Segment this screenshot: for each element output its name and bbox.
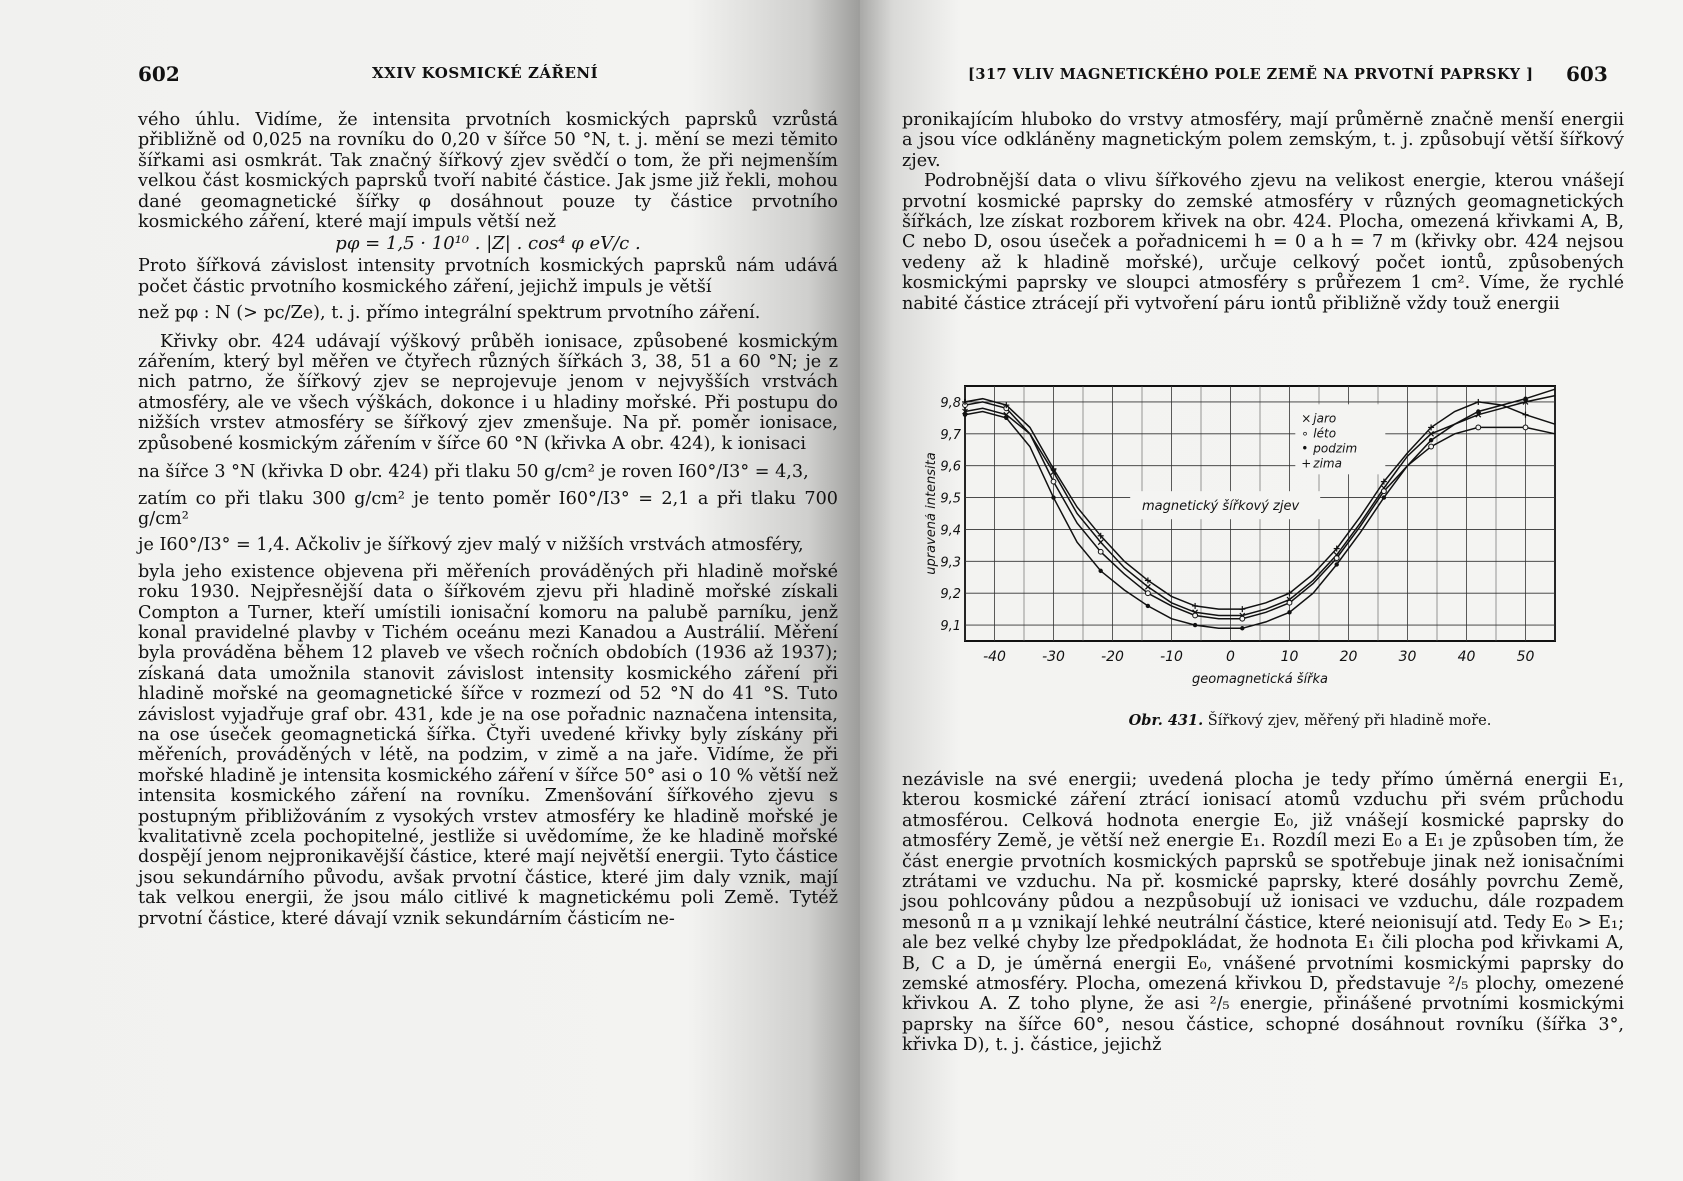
legend-label-léto: léto [1313, 426, 1337, 441]
y-tick-label: 9,8 [940, 395, 961, 411]
data-point-podzim [1193, 623, 1197, 627]
data-point-podzim [1382, 495, 1386, 499]
x-tick-label: -20 [1101, 649, 1124, 665]
formula-p-phi: pφ = 1,5 · 10¹⁰ . |Z| . cos⁴ φ eV/c . [335, 233, 641, 255]
x-tick-label: 20 [1339, 649, 1358, 665]
legend-marker-zima: + [1301, 456, 1312, 471]
data-point-léto [1334, 556, 1339, 561]
page-number-right: 603 [1566, 62, 1608, 86]
left-paragraph-4: byla jeho existence objevena při měřeních prováděných při hladině mořské roku 1930. Nejpřesnější data o šířkovém zjevu při hladině mořské získali Compton a Turner, kteří umístili ionisační komoru na palubě parníku, jenž konal pravidelné plavby v Tichém oceánu mezi Kanadou a Austrálií. Měření byla prováděna během 12 plaveb ve všech ročních obdobích (1936 až 1937); získaná data umožnila stanovit závislost intensity kosmického záření při hladině mořské na geomagnetické šířce v rozmezí od 52 °N do 41 °S. Tuto závislost vyjadřuje graf obr. 431, kde je na ose pořadnic naznačena intensita, na ose úseček geomagnetická šířka. Čtyři uvedené křivky byly získány při měřeních, prováděných v létě, na podzim, v zimě a na jaře. Vidíme, že při mořské hladině je intensita kosmického záření v šířce 50° asi o 10 % větší než intensita kosmického záření na rovníku. Zmenšování šířkového zjevu s postupným přibližováním z vysokých vrstev atmosféry ke hladině mořské je kvalitativně zcela pochopitelné, jestliže si uvědomíme, že ke hladině mořské dospějí jenom nejpronikavější částice, které mají největší energii. Tyto částice jsou sekundárního původu, avšak prvotní částice, které jim daly vznik, mají tak velkou energii, že jsou málo citlivé k magnetickému poli Země. Tytéž prvotní částice, které dávají vznik sekundárním částicím ne- [138, 561, 838, 929]
legend-label-zima: zima [1313, 456, 1342, 471]
data-point-podzim [1287, 610, 1291, 614]
legend-marker-léto: ∘ [1301, 426, 1309, 441]
y-axis-label: upravená intensita [925, 452, 939, 575]
right-paragraph-3: nezávisle na své energii; uvedená plocha je tedy přímo úměrná energii E₁, kterou kosmické záření ztrácí ionisací atomů vzduchu při svém průchodu atmosférou. Celková hodnota energie E₀, již vnášejí kosmické paprsky do atmosféry Země, je větší než energie E₁. Rozdíl mezi E₀ a E₁ je způsoben tím, že část energie prvotních kosmických paprsků se spotřebuje jinak než ionisačními ztrátami ve vzduchu. Na př. kosmické paprsky, které dosáhly povrchu Země, jsou pohlcovány půdou a nezpůsobují už ionisaci ve vzduchu, dále rozpadem mesonů π a μ vznikají lehké neutrální částice, které neionisují atd. Tedy E₀ > E₁; ale bez velké chyby lze předpokládat, že hodnota E₁ čili plocha pod křivkami A, B, C a D, je úměrná energii E₀, vnášené prvotními kosmickými paprsky do zemské atmosféry. Plocha, omezená křivkou D, představuje ²/₅ plochy, omezené křivkou A. Z toho plyne, že asi ²/₅ energie, přinášené prvotními kosmickými paprsky na šířce 60°, nesou částice, schopné dosáhnout rovníku (šířka 3°, křivka D), t. j. částice, jejichž [902, 770, 1624, 1056]
x-tick-label: 40 [1457, 649, 1476, 665]
y-tick-label: 9,1 [940, 619, 961, 635]
x-tick-label: 0 [1226, 649, 1235, 665]
data-point-podzim [1429, 438, 1433, 442]
data-point-podzim [1476, 409, 1480, 413]
x-tick-label: -10 [1160, 649, 1183, 665]
y-tick-label: 9,6 [940, 459, 961, 475]
x-tick-label: 30 [1398, 649, 1417, 665]
data-point-léto [1382, 489, 1387, 494]
left-body [138, 110, 838, 929]
data-point-podzim [1099, 569, 1103, 573]
data-point-podzim [963, 412, 967, 416]
data-point-léto [1523, 425, 1528, 430]
left-paragraph-2: Proto šířková závislost intensity prvotních kosmických paprsků nám udává počet částic prvotního kosmického záření, jejichž impuls je větší [138, 256, 838, 297]
legend-label-podzim: podzim [1313, 441, 1358, 456]
y-tick-label: 9,5 [940, 491, 961, 507]
figure-caption [1000, 712, 1620, 729]
running-header-left: XXIV KOSMICKÉ ZÁŘENÍ [372, 64, 599, 82]
data-point-léto [1240, 616, 1245, 621]
x-tick-label: 50 [1516, 649, 1535, 665]
legend-marker-jaro: × [1301, 411, 1312, 426]
y-tick-label: 9,4 [940, 523, 961, 539]
caption-label: Obr. 431. [1128, 712, 1204, 729]
data-point-léto [1287, 600, 1292, 605]
left-paragraph-3b: na šířce 3 °N (křivka D obr. 424) při tlaku 50 g/cm² je roven I60°/I3° = 4,3, [138, 462, 809, 483]
annotation-text: magnetický šířkový zjev [1142, 499, 1300, 515]
x-axis-label: geomagnetická šířka [1191, 672, 1329, 687]
y-tick-label: 9,7 [940, 427, 961, 443]
legend-marker-podzim: • [1301, 441, 1309, 456]
data-point-léto [1146, 591, 1151, 596]
y-tick-label: 9,2 [940, 587, 961, 603]
right-paragraph-1: pronikajícím hluboko do vrstvy atmosféry, mají průměrně značně menší energii a jsou více odkláněny magnetickým polem zemským, t. j. způsobují větší šířkový zjev. [902, 110, 1624, 171]
data-point-podzim [1051, 495, 1055, 499]
data-point-léto [1051, 479, 1056, 484]
data-point-léto [1098, 549, 1103, 554]
right-body-top [902, 110, 1624, 314]
latitude-effect-chart [925, 378, 1605, 698]
right-body-bottom [902, 770, 1624, 1056]
data-point-podzim [1335, 562, 1339, 566]
data-point-léto [1476, 425, 1481, 430]
data-point-podzim [1004, 416, 1008, 420]
running-header-right: [317 VLIV MAGNETICKÉHO POLE ZEMĚ NA PRVOTNÍ PAPRSKY ] [968, 66, 1534, 83]
left-paragraph-3c: zatím co při tlaku 300 g/cm² je tento poměr I60°/I3° = 2,1 a při tlaku 700 g/cm² [138, 488, 838, 529]
right-paragraph-2: Podrobnější data o vlivu šířkového zjevu na velikost energie, kterou vnášejí prvotní kosmické paprsky do zemské atmosféry v různých geomagnetických šířkách, lze získat rozborem křivek na obr. 424. Plocha, omezená křivkami A, B, C nebo D, osou úseček a pořadnicemi h = 0 a h = 7 m (křivky obr. 424 nejsou vedeny až k hladině mořské), určuje celkový počet iontů, způsobených kosmickými paprsky ve sloupci atmosféry s průřezem 1 cm². Víme, že rychlé nabité částice ztrácejí při vytvoření páru iontů přibližně vždy touž energii [902, 171, 1624, 314]
data-point-léto [1429, 444, 1434, 449]
data-point-podzim [1240, 626, 1244, 630]
legend-label-jaro: jaro [1313, 411, 1337, 426]
x-tick-label: 10 [1280, 649, 1299, 665]
left-paragraph-1: vého úhlu. Vidíme, že intensita prvotních kosmických paprsků vzrůstá přibližně od 0,025 na rovníku do 0,20 v šířce 50 °N, t. j. mění se mezi těmito šířkami asi osmkrát. Tak značný šířkový zjev svědčí o tom, že při nejmenším velkou část kosmických paprsků tvoří nabité částice. Jak jsme již řekli, mohou dané geomagnetické šířky φ dosáhnout pouze ty částice prvotního kosmického záření, které mají impuls větší než [138, 110, 838, 233]
x-tick-label: -30 [1042, 649, 1065, 665]
data-point-podzim [1523, 397, 1527, 401]
data-point-léto [1193, 613, 1198, 618]
figure-431 [925, 378, 1605, 698]
y-tick-label: 9,3 [940, 555, 961, 571]
page-number-left: 602 [138, 62, 180, 86]
left-paragraph-3: Křivky obr. 424 udávají výškový průběh ionisace, způsobené kosmickým zářením, který byl měřen ve čtyřech různých šířkách 3, 38, 51 a 60 °N; je z nich patrno, že šířkový zjev se neprojevuje jenom v nejvyšších vrstvách atmosféry, ale ve všech výškách, dokonce i u hladiny mořské. Při postupu do nižších vrstev atmosféry se šířkový zjev zmenšuje. Na př. poměr ionisace, způsobené kosmickým zářením v šířce 60 °N (křivka A obr. 424), k ionisaci [138, 331, 838, 454]
caption-text: Šířkový zjev, měřený při hladině moře. [1207, 713, 1492, 729]
left-paragraph-3d: je I60°/I3° = 1,4. Ačkoliv je šířkový zjev malý v nižších vrstvách atmosféry, [138, 535, 804, 556]
data-point-podzim [1146, 604, 1150, 608]
left-paragraph-2b: než pφ : N (> pc/Ze), t. j. přímo integrální spektrum prvotního záření. [138, 303, 761, 324]
x-tick-label: -40 [983, 649, 1006, 665]
